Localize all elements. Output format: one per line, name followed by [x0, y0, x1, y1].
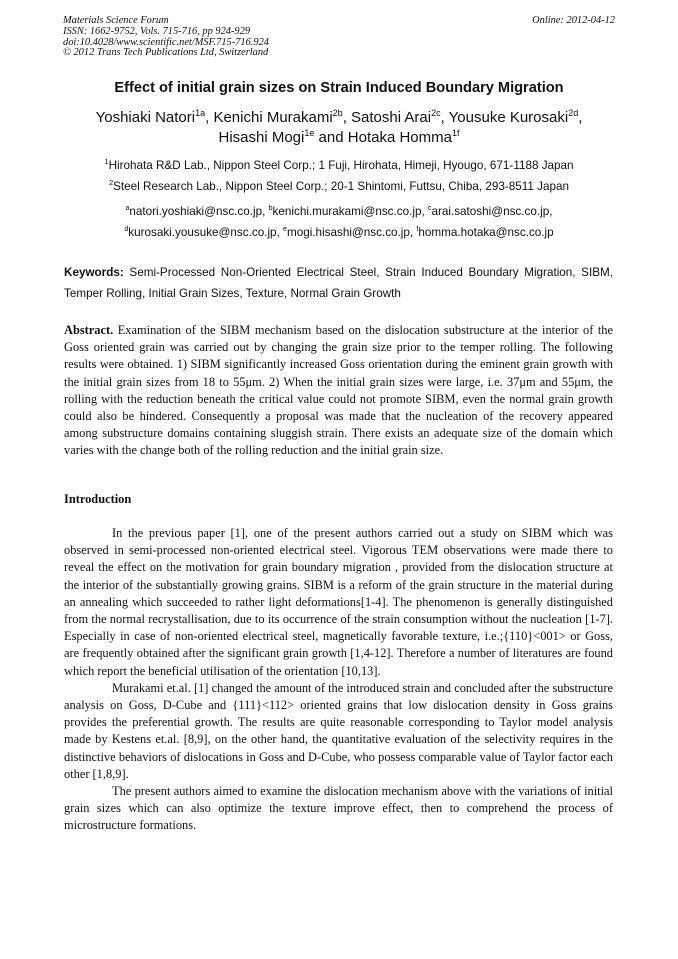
- author-sup: 2d: [568, 108, 579, 118]
- author-name: Yousuke Kurosaki: [448, 109, 569, 126]
- author-sup: 1f: [451, 128, 460, 138]
- author-name: Hotaka Homma: [347, 129, 452, 146]
- paragraph: Murakami et.al. [1] changed the amount of the introduced strain and concluded after the substructure analysis on Goss, D-Cube and {111}<112> oriented grains that low dislocation density in Goss grains provides the preferential growth. The results are quite reasonable corresponding to Taylor model analysis made by Kestens et.al. [8,9], on the other hand, the quantitative evaluation of the selectivity requires in the distinctive behaviors of dislocations in Goss and D-Cube, who possess comparable value of Taylor factor each other [1,8,9].: [64, 680, 613, 781]
- email-address[interactable]: arai.satoshi@nsc.co.jp: [431, 205, 550, 218]
- email-sup: c: [427, 205, 432, 213]
- author-list: Yoshiaki Natori$^{1a}$, Kenichi Murakami$^{2b}$, Satoshi Arai$^{2c}$, Yousuke Kurosaki$^{2d}$, Hisashi Mogi$^{1e}$ and Hotaka Homma$^{1f}$: [95, 108, 583, 146]
- email-address[interactable]: mogi.hisashi@nsc.co.jp: [286, 226, 410, 239]
- email-address[interactable]: natori.yoshiaki@nsc.co.jp: [129, 205, 263, 218]
- abstract-text: Examination of the SIBM mechanism based on the dislocation substructure at the interior of the Goss oriented grain was carried out by changing the grain size prior to the temper rolling. The following results were obtained. 1) SIBM significantly increased Goss orientation during the eminent grain growth with the initial grain sizes from 18 to 55μm. 2) When the initial grain sizes were large, i.e. 37μm and 55μm, the rolling with the reduction beneath the critical value could not promote SIBM, even the normal grain growth could also be hindered. Consequently a proposal was made that the nucleation of the recovery appeared among substructure domains containing sluggish strain. There exists an adequate size of the domain which varies with the change both of the rolling reduction and the initial grain size.: [64, 323, 613, 458]
- abstract-label: Abstract.: [64, 323, 114, 337]
- email-sup: b: [268, 205, 273, 213]
- author-sup: 1a: [195, 108, 206, 118]
- affiliation-text: Hirohata R&D Lab., Nippon Steel Corp.; 1 Fuji, Hirohata, Himeji, Hyougo, 671-1188 Japan: [108, 159, 574, 172]
- affiliation-text: Steel Research Lab., Nippon Steel Corp.; 20-1 Shintomi, Futtsu, Chiba, 293-8511 Japan: [113, 180, 570, 193]
- abstract: [64, 322, 613, 460]
- email-sup: e: [283, 226, 287, 234]
- section-heading: Introduction: [64, 492, 132, 506]
- affiliation: [40, 180, 638, 193]
- email-sup: f: [416, 226, 419, 234]
- journal-issn: ISSN: 1662-9752, Vols. 715-716, pp 924-929: [63, 25, 251, 37]
- author-name: Yoshiaki Natori: [95, 109, 196, 126]
- affiliation-sup: 2: [108, 178, 114, 188]
- online-date: Online: 2012-04-12: [532, 15, 615, 26]
- keywords: [64, 262, 613, 304]
- author-name: Kenichi Murakami: [213, 109, 333, 126]
- author-name: Hisashi Mogi: [218, 129, 305, 146]
- keywords-text: Semi-Processed Non-Oriented Electrical Steel, Strain Induced Boundary Migration, SIBM, Temper Rolling, Initial Grain Sizes, Texture, Normal Grain Growth: [64, 266, 613, 300]
- author-name: Satoshi Arai: [351, 109, 432, 126]
- keywords-label: Keywords:: [64, 266, 124, 279]
- email-address[interactable]: kurosaki.yousuke@nsc.co.jp: [128, 226, 277, 239]
- author-sup: 2c: [431, 108, 441, 118]
- email-address[interactable]: homma.hotaka@nsc.co.jp: [418, 226, 554, 239]
- journal-doi: doi:10.4028/www.scientific.net/MSF.715-716.924: [63, 36, 269, 48]
- journal-header: [63, 16, 615, 59]
- affiliation-sup: 1: [104, 157, 109, 167]
- paragraph: The present authors aimed to examine the dislocation mechanism above with the variations of initial grain sizes which can also optimize the texture improve effect, then to comprehend the process of microstructure formations.: [64, 784, 613, 833]
- email-list: $^a$natori.yoshiaki@nsc.co.jp, $^b$kenichi.murakami@nsc.co.jp, $^c$arai.satoshi@nsc.co.jp, $^d$kurosaki.yousuke@nsc.co.jp, $^e$mogi.hisashi@nsc.co.jp, $^f$homma.hotaka@nsc.co.jp: [124, 205, 554, 239]
- paper-title: Effect of initial grain sizes on Strain Induced Boundary Migration: [114, 80, 564, 96]
- email-address[interactable]: kenichi.murakami@nsc.co.jp: [272, 205, 422, 218]
- paragraph: In the previous paper [1], one of the present authors carried out a study on SIBM which was observed in semi-processed non-oriented electrical steel. Vigorous TEM observations were made there to reveal the effect on the motivation for grain boundary migration , provided from the dislocation structure at the interior of the substantially growing grains. SIBM is a reform of the grain structure in the material during an annealing which succeeded to rather light deformations[1-4]. The phenomenon is generally distinguished from the normal recrystallisation, due to its occurrence of the strain consumption without the nucleation [1-7]. Especially in case of non-oriented electrical steel, magnetically favorable texture, i.e.;{110}<001> or Goss, are frequently obtained after the significant grain growth [1,4-12]. Therefore a number of literatures are found which report the beneficial utilisation of the orientation [10,13].: [64, 526, 613, 678]
- email-sup: d: [124, 226, 129, 234]
- journal-name: Materials Science Forum: [63, 15, 169, 26]
- email-sup: a: [125, 205, 130, 213]
- affiliation: [40, 159, 638, 172]
- author-sup: 1e: [304, 128, 315, 138]
- journal-copyright: © 2012 Trans Tech Publications Ltd, Switzerland: [63, 47, 269, 59]
- introduction-body: [64, 525, 613, 835]
- author-sup: 2b: [332, 108, 343, 118]
